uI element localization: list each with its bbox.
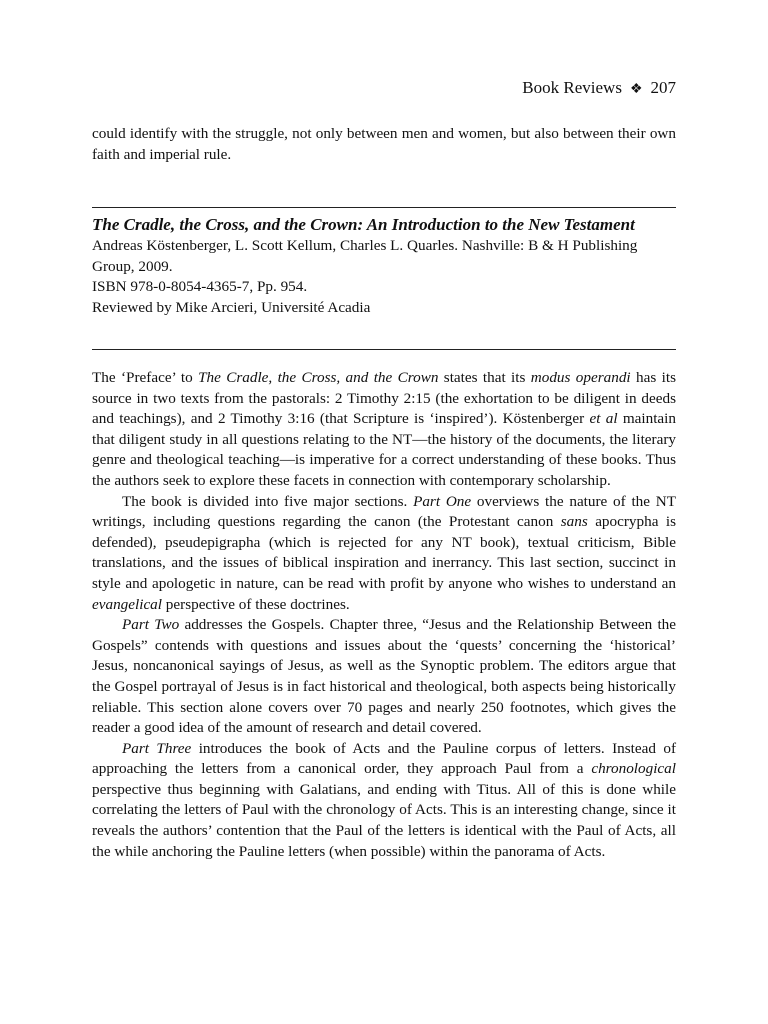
italic-run: The Cradle, the Cross, and the Crown <box>198 369 439 386</box>
paragraph-2 <box>92 492 676 616</box>
text-run: The ‘Preface’ to <box>92 369 199 386</box>
book-title: The Cradle, the Cross, and the Crown: An Introduction to the New Testament <box>92 215 635 234</box>
italic-run: Part Two <box>122 616 180 634</box>
text-run: maintain that diligent study in all questions relating to the NT—the history of the documents, the literary genre and theological teaching—is imperative for a correct understanding of these books. Thus the authors seek to explore these facets in connection with contemporary scholarship. <box>92 410 676 489</box>
text-run: addresses the Gospels. Chapter three, “Jesus and the Relationship Between the Gospels” contends with questions and issues about the ‘quests’ concerning the ‘historical’ Jesus, noncanonical sayings of Jesus, as well as the Synoptic problem. The editors argue that the Gospel portrayal of Jesus is in fact historical and theological, both aspects being historically reliable. This section alone covers over 70 pages and nearly 250 footnotes, which gives the reader a good idea of the amount of research and detail covered. <box>92 616 676 737</box>
paragraph-4 <box>92 739 676 863</box>
italic-run: et al <box>589 410 618 428</box>
italic-run: chronological <box>591 760 676 778</box>
italic-run: modus operandi <box>530 369 631 386</box>
review-body <box>92 368 676 862</box>
text-run: has its source in two texts from the pastorals: 2 Timothy 2:15 (the exhortation to be diligent in deeds and teachings), and 2 Timothy 3:16 (that Scripture is ‘inspired’). Köstenberger <box>92 369 676 428</box>
italic-run: sans <box>560 513 588 531</box>
text-run: apocrypha is defended), pseudepigrapha (which is rejected for any NT book), textual criticism, Bible translations, and the issues of biblical inspiration and inerrancy. This last section, succinct in style and apologetic in nature, can be read with profit by anyone who wishes to understand an <box>92 513 676 592</box>
ornament-icon: ❖ <box>629 82 643 97</box>
running-title: Book Reviews <box>522 78 622 97</box>
paragraph-3 <box>92 615 676 739</box>
text-run: states that its <box>438 369 531 386</box>
text-run: perspective thus beginning with Galatians, and ending with Titus. All of this is done while correlating the letters of Paul with the chronology of Acts. This is an interesting change, since it reveals the authors’ contention that the Paul of the letters is identical with the Paul of Acts, all the while anchoring the Pauline letters (when possible) within the panorama of Acts. <box>92 780 676 860</box>
paragraph-1 <box>92 368 676 492</box>
running-header <box>522 78 676 98</box>
italic-run: evangelical <box>92 595 162 613</box>
text-run: The book is divided into five major sections. <box>122 492 414 510</box>
italic-run: Part One <box>413 492 472 510</box>
carryover-paragraph: could identify with the struggle, not only between men and women, but also between their own faith and imperial rule. <box>92 125 676 163</box>
page-number: 207 <box>650 78 676 97</box>
review-bibliographic-block <box>92 214 676 318</box>
text-run: overviews the nature of the NT writings, including questions regarding the canon (the Protestant canon <box>92 492 676 531</box>
publication-info: Andreas Köstenberger, L. Scott Kellum, Charles L. Quarles. Nashville: B & H Publishing Group, 2009. <box>92 237 638 275</box>
reviewer-info: Reviewed by Mike Arcieri, Université Acadia <box>92 298 371 316</box>
italic-run: Part Three <box>122 739 192 757</box>
text-run: perspective of these doctrines. <box>162 595 350 613</box>
text-run: introduces the book of Acts and the Pauline corpus of letters. Instead of approaching the letters from a canonical order, they approach Paul from a <box>92 739 676 778</box>
bottom-divider <box>92 349 676 350</box>
top-divider <box>92 207 676 208</box>
isbn-info: ISBN 978-0-8054-4365-7, Pp. 954. <box>92 278 308 296</box>
